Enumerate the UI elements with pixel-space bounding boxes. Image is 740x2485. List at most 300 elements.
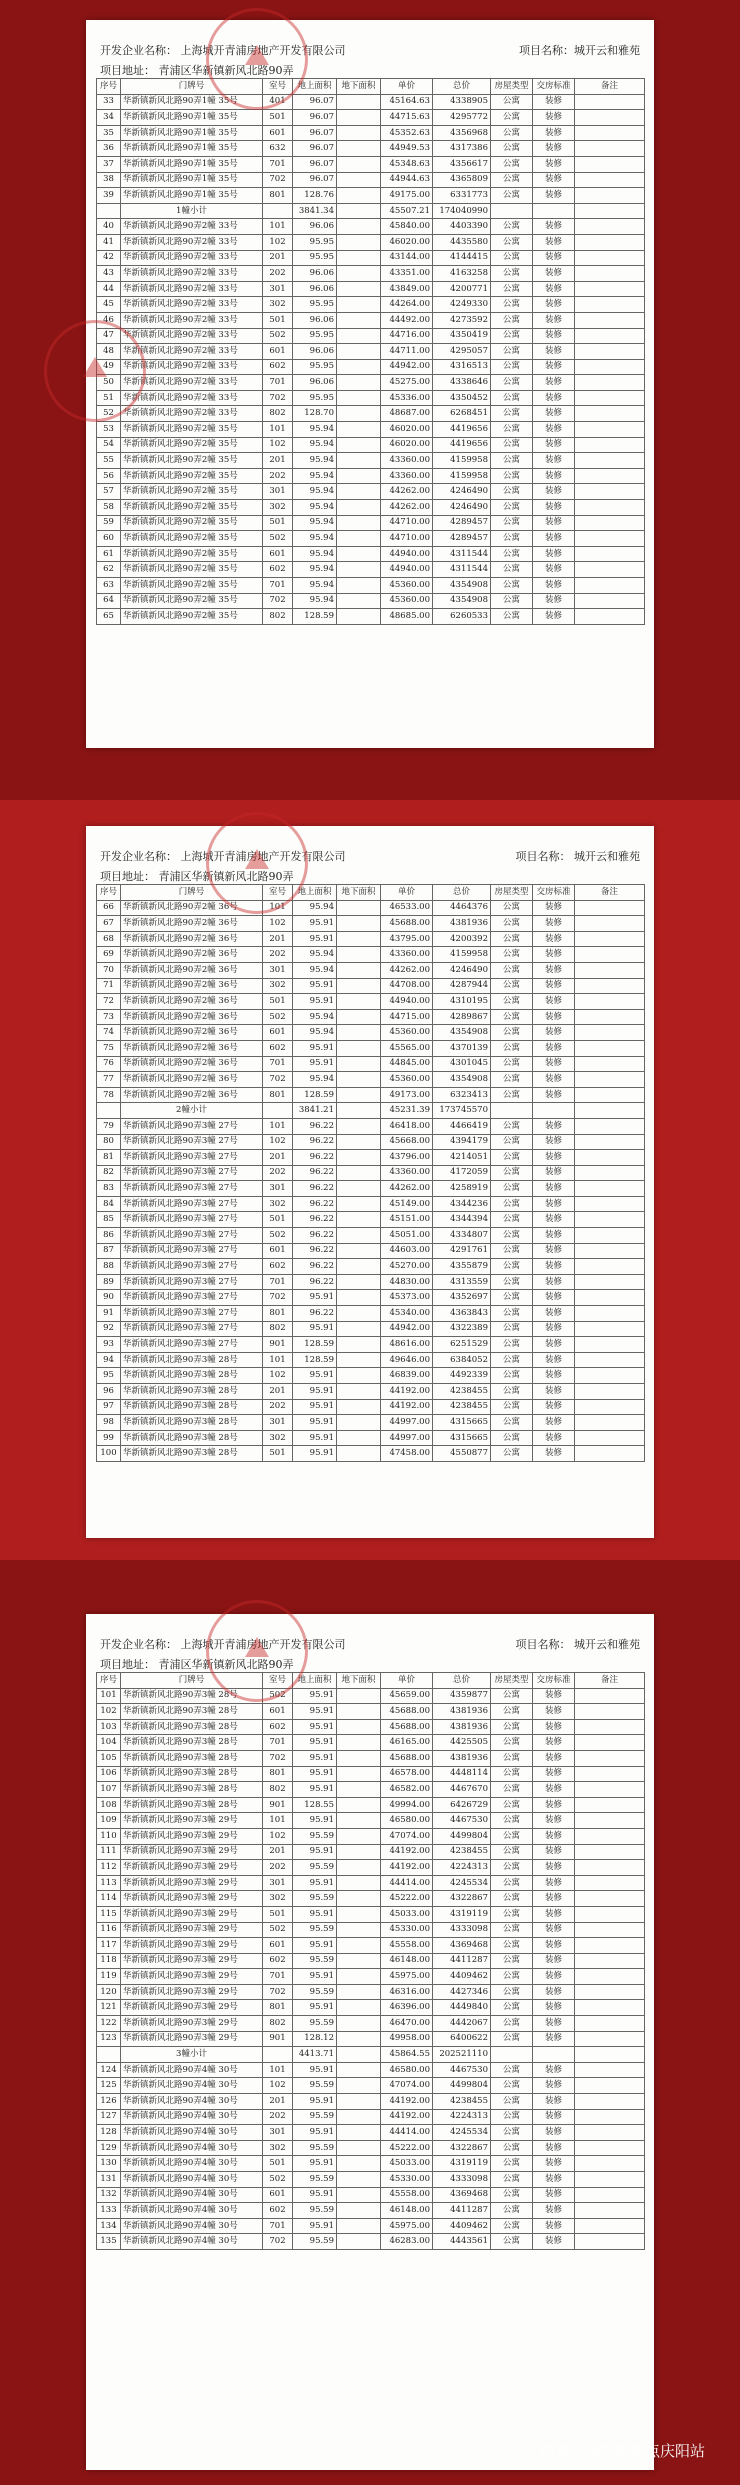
table-cell: 1幢小计 (121, 203, 263, 219)
table-cell: 装修 (533, 1228, 575, 1244)
table-cell: 95.94 (293, 531, 337, 547)
table-cell: 公寓 (491, 1735, 533, 1751)
table-cell: 4448114 (433, 1766, 491, 1782)
table-cell: 301 (263, 484, 293, 500)
table-row (97, 2031, 645, 2047)
table-cell: 96.07 (293, 94, 337, 110)
table-cell: 4409462 (433, 1969, 491, 1985)
table-cell: 华新镇新风北路90弄3幢 29号 (121, 2000, 263, 2016)
table-cell: 56 (97, 468, 121, 484)
table-cell: 44264.00 (381, 297, 433, 313)
table-cell (337, 1953, 381, 1969)
table-row (97, 1782, 645, 1798)
table-cell: 4365809 (433, 172, 491, 188)
table-cell: 95.91 (293, 1844, 337, 1860)
table-cell: 华新镇新风北路90弄1幢 35号 (121, 125, 263, 141)
table-cell: 48687.00 (381, 406, 433, 422)
table-cell: 公寓 (491, 1969, 533, 1985)
table-cell: 4224313 (433, 1860, 491, 1876)
table-cell: 华新镇新风北路90弄4幢 30号 (121, 2187, 263, 2203)
table-cell: 95.59 (293, 1860, 337, 1876)
table-cell: 华新镇新风北路90弄2幢 36号 (121, 978, 263, 994)
table-cell: 702 (263, 1984, 293, 2000)
column-header: 备注 (575, 79, 645, 95)
table-cell (575, 2218, 645, 2234)
table-cell: 502 (263, 328, 293, 344)
table-cell (337, 1103, 381, 1119)
table-row (97, 1368, 645, 1384)
table-cell: 公寓 (491, 1009, 533, 1025)
table-cell: 华新镇新风北路90弄2幢 33号 (121, 344, 263, 360)
table-cell: 公寓 (491, 962, 533, 978)
table-cell: 502 (263, 1688, 293, 1704)
table-cell: 701 (263, 375, 293, 391)
table-cell: 4311544 (433, 546, 491, 562)
table-cell: 装修 (533, 234, 575, 250)
table-cell: 202 (263, 2109, 293, 2125)
table-cell: 华新镇新风北路90弄3幢 27号 (121, 1196, 263, 1212)
table-cell (337, 1243, 381, 1259)
table-cell (575, 2078, 645, 2094)
table-cell (575, 515, 645, 531)
table-cell: 4356968 (433, 125, 491, 141)
table-cell (337, 2125, 381, 2141)
table-cell: 103 (97, 1719, 121, 1735)
table-cell (337, 141, 381, 157)
price-table (96, 1672, 645, 2250)
table-cell: 45360.00 (381, 593, 433, 609)
table-cell: 公寓 (491, 2203, 533, 2219)
table-cell (575, 1922, 645, 1938)
column-header: 室号 (263, 1673, 293, 1689)
table-cell: 华新镇新风北路90弄2幢 36号 (121, 1009, 263, 1025)
table-row (97, 2218, 645, 2234)
table-cell: 49646.00 (381, 1352, 433, 1368)
project-address: 项目地址： 青浦区华新镇新风北路90弄 (100, 1658, 294, 1671)
table-cell: 45348.63 (381, 156, 433, 172)
table-cell: 华新镇新风北路90弄2幢 35号 (121, 422, 263, 438)
table-cell: 128 (97, 2125, 121, 2141)
table-cell: 装修 (533, 297, 575, 313)
table-cell: 公寓 (491, 578, 533, 594)
table-cell: 89 (97, 1274, 121, 1290)
table-cell (337, 203, 381, 219)
table-cell (575, 1782, 645, 1798)
table-cell: 华新镇新风北路90弄4幢 30号 (121, 2172, 263, 2188)
table-cell: 45330.00 (381, 1922, 433, 1938)
table-cell: 4246490 (433, 500, 491, 516)
table-cell: 公寓 (491, 2109, 533, 2125)
table-cell: 801 (263, 1306, 293, 1322)
price-table (96, 884, 645, 1462)
table-cell: 华新镇新风北路90弄2幢 36号 (121, 931, 263, 947)
table-cell: 802 (263, 406, 293, 422)
table-cell (575, 94, 645, 110)
table-cell (337, 2156, 381, 2172)
table-cell (575, 1750, 645, 1766)
table-cell: 602 (263, 1259, 293, 1275)
table-cell: 49175.00 (381, 188, 433, 204)
table-cell: 4369468 (433, 2187, 491, 2203)
table-cell: 174040990 (433, 203, 491, 219)
table-cell: 44192.00 (381, 1860, 433, 1876)
table-cell (337, 1984, 381, 2000)
table-cell: 装修 (533, 562, 575, 578)
table-cell: 华新镇新风北路90弄3幢 28号 (121, 1797, 263, 1813)
table-cell: 802 (263, 1321, 293, 1337)
table-cell: 133 (97, 2203, 121, 2219)
table-cell (337, 1415, 381, 1431)
table-cell: 华新镇新风北路90弄3幢 27号 (121, 1181, 263, 1197)
table-row (97, 437, 645, 453)
table-cell: 4319119 (433, 1906, 491, 1922)
table-cell: 6323413 (433, 1087, 491, 1103)
table-cell (575, 2187, 645, 2203)
table-cell: 华新镇新风北路90弄2幢 36号 (121, 994, 263, 1010)
table-cell: 华新镇新风北路90弄2幢 35号 (121, 500, 263, 516)
table-cell: 公寓 (491, 250, 533, 266)
table-row (97, 1274, 645, 1290)
table-cell: 4370139 (433, 1040, 491, 1056)
table-cell: 公寓 (491, 234, 533, 250)
table-cell: 202 (263, 1399, 293, 1415)
table-cell (337, 281, 381, 297)
table-cell: 46148.00 (381, 1953, 433, 1969)
table-cell (337, 1860, 381, 1876)
table-cell: 公寓 (491, 1352, 533, 1368)
table-cell: 45360.00 (381, 1072, 433, 1088)
table-row (97, 947, 645, 963)
table-cell: 109 (97, 1813, 121, 1829)
table-cell (575, 1719, 645, 1735)
table-cell: 4159958 (433, 947, 491, 963)
table-row (97, 219, 645, 235)
table-row (97, 484, 645, 500)
table-cell: 公寓 (491, 219, 533, 235)
table-cell (337, 2172, 381, 2188)
column-header: 地上面积 (293, 79, 337, 95)
table-cell: 43795.00 (381, 931, 433, 947)
price-list-page-3 (86, 1614, 654, 2470)
table-cell: 45688.00 (381, 1704, 433, 1720)
table-cell (337, 1782, 381, 1798)
table-cell: 华新镇新风北路90弄3幢 27号 (121, 1165, 263, 1181)
table-cell: 4356617 (433, 156, 491, 172)
source-watermark: 搜狐号@搜狐焦点庆阳站 (540, 2442, 706, 2460)
table-cell (575, 1415, 645, 1431)
table-cell: 201 (263, 1384, 293, 1400)
table-cell: 公寓 (491, 422, 533, 438)
table-cell: 公寓 (491, 94, 533, 110)
table-row (97, 1228, 645, 1244)
table-cell: 37 (97, 156, 121, 172)
table-cell: 44716.00 (381, 328, 433, 344)
table-cell: 装修 (533, 1984, 575, 2000)
table-cell: 公寓 (491, 484, 533, 500)
table-cell (337, 1813, 381, 1829)
table-row (97, 1306, 645, 1322)
table-cell: 202 (263, 1165, 293, 1181)
table-cell: 装修 (533, 609, 575, 625)
table-cell: 公寓 (491, 1290, 533, 1306)
table-cell (337, 1368, 381, 1384)
table-cell: 95.94 (293, 1025, 337, 1041)
table-cell: 42 (97, 250, 121, 266)
table-cell: 华新镇新风北路90弄3幢 27号 (121, 1150, 263, 1166)
table-cell (575, 2172, 645, 2188)
table-cell: 302 (263, 978, 293, 994)
subtotal-row (97, 203, 645, 219)
table-cell: 48616.00 (381, 1337, 433, 1353)
table-cell (575, 1875, 645, 1891)
table-cell: 79 (97, 1118, 121, 1134)
table-cell: 46020.00 (381, 422, 433, 438)
table-cell: 4338646 (433, 375, 491, 391)
table-cell: 6260533 (433, 609, 491, 625)
table-cell (337, 2218, 381, 2234)
table-cell: 公寓 (491, 110, 533, 126)
table-cell (575, 978, 645, 994)
table-cell (337, 1735, 381, 1751)
table-cell (337, 2078, 381, 2094)
table-cell (337, 1118, 381, 1134)
table-cell: 装修 (533, 1134, 575, 1150)
table-cell: 54 (97, 437, 121, 453)
table-cell: 公寓 (491, 468, 533, 484)
table-cell: 302 (263, 2140, 293, 2156)
table-cell: 公寓 (491, 2187, 533, 2203)
table-cell: 华新镇新风北路90弄2幢 33号 (121, 375, 263, 391)
table-cell: 装修 (533, 1337, 575, 1353)
table-cell (337, 172, 381, 188)
table-cell: 44715.00 (381, 1009, 433, 1025)
column-header: 地下面积 (337, 1673, 381, 1689)
table-row (97, 1750, 645, 1766)
table-cell: 华新镇新风北路90弄3幢 29号 (121, 1828, 263, 1844)
table-row (97, 188, 645, 204)
table-cell (575, 1196, 645, 1212)
table-cell: 华新镇新风北路90弄3幢 29号 (121, 1860, 263, 1876)
table-cell (575, 2031, 645, 2047)
column-header: 房屋类型 (491, 1673, 533, 1689)
table-cell (533, 2047, 575, 2063)
table-row (97, 281, 645, 297)
table-row (97, 1953, 645, 1969)
table-cell: 装修 (533, 1719, 575, 1735)
table-cell: 45222.00 (381, 2140, 433, 2156)
table-cell: 装修 (533, 390, 575, 406)
table-cell: 装修 (533, 2187, 575, 2203)
table-cell: 95.91 (293, 1782, 337, 1798)
table-cell: 95.59 (293, 2203, 337, 2219)
table-cell: 4289457 (433, 515, 491, 531)
table-cell: 90 (97, 1290, 121, 1306)
table-cell: 装修 (533, 2203, 575, 2219)
table-cell: 公寓 (491, 453, 533, 469)
table-cell: 公寓 (491, 266, 533, 282)
table-cell: 华新镇新风北路90弄2幢 33号 (121, 297, 263, 313)
table-cell: 95.91 (293, 2094, 337, 2110)
table-cell: 45151.00 (381, 1212, 433, 1228)
table-cell: 96.22 (293, 1274, 337, 1290)
table-cell: 95.91 (293, 1766, 337, 1782)
table-cell: 45275.00 (381, 375, 433, 391)
table-cell: 公寓 (491, 2016, 533, 2032)
table-cell: 4381936 (433, 916, 491, 932)
table-cell (337, 1430, 381, 1446)
table-cell: 4200392 (433, 931, 491, 947)
table-cell (337, 2140, 381, 2156)
table-cell: 4200771 (433, 281, 491, 297)
column-header: 序号 (97, 79, 121, 95)
table-cell (337, 1056, 381, 1072)
table-cell: 701 (263, 1735, 293, 1751)
table-cell: 装修 (533, 1688, 575, 1704)
table-cell: 4258919 (433, 1181, 491, 1197)
table-cell: 96.06 (293, 219, 337, 235)
table-cell: 装修 (533, 1969, 575, 1985)
table-cell (575, 1290, 645, 1306)
table-cell: 601 (263, 344, 293, 360)
table-cell: 96.22 (293, 1134, 337, 1150)
table-cell: 74 (97, 1025, 121, 1041)
table-row (97, 1719, 645, 1735)
table-row (97, 328, 645, 344)
table-cell: 4249330 (433, 297, 491, 313)
table-row (97, 531, 645, 547)
table-cell: 装修 (533, 1875, 575, 1891)
table-cell: 华新镇新风北路90弄3幢 29号 (121, 1984, 263, 2000)
table-cell: 公寓 (491, 1906, 533, 1922)
table-cell: 华新镇新风北路90弄1幢 35号 (121, 172, 263, 188)
table-row (97, 390, 645, 406)
table-cell: 38 (97, 172, 121, 188)
developer-name: 开发企业名称： 上海城开青浦房地产开发有限公司 (100, 1638, 346, 1651)
table-cell: 95.94 (293, 1009, 337, 1025)
table-cell: 公寓 (491, 344, 533, 360)
table-cell: 95.59 (293, 2172, 337, 2188)
table-cell: 95.91 (293, 916, 337, 932)
table-cell (575, 1103, 645, 1119)
table-row (97, 2016, 645, 2032)
table-cell: 95.91 (293, 1430, 337, 1446)
table-cell: 501 (263, 1446, 293, 1462)
table-cell (263, 1103, 293, 1119)
table-cell: 装修 (533, 250, 575, 266)
table-cell (575, 1212, 645, 1228)
table-row (97, 1813, 645, 1829)
table-cell (575, 1688, 645, 1704)
table-cell: 华新镇新风北路90弄3幢 28号 (121, 1415, 263, 1431)
table-cell: 57 (97, 484, 121, 500)
developer-name: 开发企业名称： 上海城开青浦房地产开发有限公司 (100, 44, 346, 57)
table-cell (337, 609, 381, 625)
table-cell (263, 203, 293, 219)
table-cell: 95.91 (293, 1368, 337, 1384)
table-cell: 44192.00 (381, 1844, 433, 1860)
developer-name: 开发企业名称： 上海城开青浦房地产开发有限公司 (100, 850, 346, 863)
table-cell: 46418.00 (381, 1118, 433, 1134)
table-cell (533, 1103, 575, 1119)
table-cell: 4322867 (433, 1891, 491, 1907)
table-cell (575, 437, 645, 453)
table-cell (575, 344, 645, 360)
column-header: 总价 (433, 1673, 491, 1689)
table-cell: 装修 (533, 156, 575, 172)
table-cell: 44192.00 (381, 1399, 433, 1415)
table-cell: 99 (97, 1430, 121, 1446)
table-row (97, 1922, 645, 1938)
table-cell: 901 (263, 1337, 293, 1353)
table-cell (575, 422, 645, 438)
table-cell: 4467530 (433, 2062, 491, 2078)
table-cell (575, 1150, 645, 1166)
table-cell: 装修 (533, 437, 575, 453)
table-cell: 45975.00 (381, 2218, 433, 2234)
table-cell (337, 328, 381, 344)
table-cell: 95.59 (293, 1953, 337, 1969)
table-cell: 95.91 (293, 1735, 337, 1751)
table-cell: 华新镇新风北路90弄1幢 35号 (121, 94, 263, 110)
table-cell: 华新镇新风北路90弄4幢 30号 (121, 2125, 263, 2141)
table-cell (575, 219, 645, 235)
table-cell (337, 1274, 381, 1290)
table-cell: 4359877 (433, 1688, 491, 1704)
table-cell: 601 (263, 1704, 293, 1720)
table-cell: 公寓 (491, 1922, 533, 1938)
table-cell: 44192.00 (381, 2094, 433, 2110)
table-cell: 69 (97, 947, 121, 963)
table-cell: 4381936 (433, 1750, 491, 1766)
table-cell: 装修 (533, 1150, 575, 1166)
table-cell: 202 (263, 947, 293, 963)
table-cell: 装修 (533, 141, 575, 157)
table-cell: 502 (263, 531, 293, 547)
table-cell: 华新镇新风北路90弄2幢 35号 (121, 484, 263, 500)
table-cell: 华新镇新风北路90弄1幢 35号 (121, 110, 263, 126)
table-cell (337, 1009, 381, 1025)
table-cell (337, 931, 381, 947)
table-cell: 公寓 (491, 1813, 533, 1829)
table-cell: 4238455 (433, 2094, 491, 2110)
table-cell (337, 94, 381, 110)
table-cell: 华新镇新风北路90弄4幢 30号 (121, 2203, 263, 2219)
table-cell (337, 1797, 381, 1813)
table-cell (337, 978, 381, 994)
table-cell (337, 1352, 381, 1368)
table-cell: 装修 (533, 1087, 575, 1103)
table-cell: 302 (263, 1196, 293, 1212)
table-cell: 装修 (533, 1828, 575, 1844)
table-cell: 4449840 (433, 2000, 491, 2016)
table-cell: 公寓 (491, 2125, 533, 2141)
table-cell: 202 (263, 266, 293, 282)
table-cell: 301 (263, 1415, 293, 1431)
table-cell (337, 1150, 381, 1166)
table-cell: 装修 (533, 515, 575, 531)
table-cell (337, 1134, 381, 1150)
table-cell: 公寓 (491, 2218, 533, 2234)
table-row (97, 1969, 645, 1985)
table-cell: 802 (263, 1782, 293, 1798)
table-cell: 44192.00 (381, 2109, 433, 2125)
table-cell: 702 (263, 2234, 293, 2250)
table-cell: 公寓 (491, 1719, 533, 1735)
table-cell: 4413.71 (293, 2047, 337, 2063)
table-row (97, 1938, 645, 1954)
table-cell: 2幢小计 (121, 1103, 263, 1119)
table-cell: 102 (263, 234, 293, 250)
